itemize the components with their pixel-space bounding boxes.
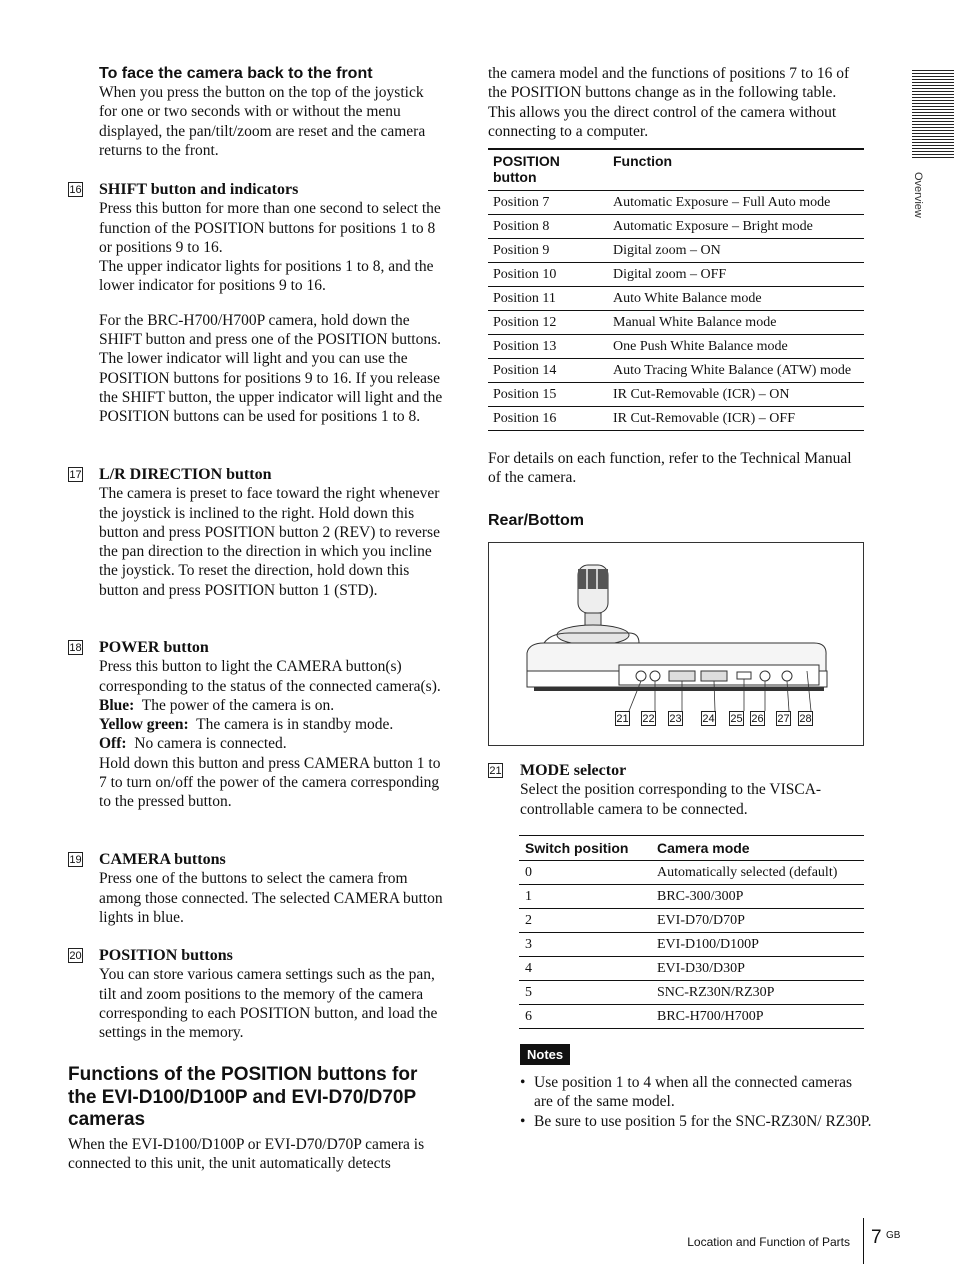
item-text: Press this button to light the CAMERA button(s) corresponding to the status of the connected camera(s).: [99, 658, 441, 695]
table-header-row: [519, 836, 864, 861]
function-cell: One Push White Balance mode: [608, 335, 864, 359]
side-tab-stripes: [912, 70, 954, 160]
item-number: 21: [489, 765, 502, 777]
switch-position-cell: 5: [519, 981, 651, 1005]
item-number: 20: [69, 950, 82, 962]
section-text: When the EVI-D100/D100P or EVI-D70/D70P camera is connected to this unit, the unit automatically detects: [68, 1136, 425, 1173]
item-text: You can store various camera settings such as the pan, tilt and zoom positions to the memory of the camera corresponding to each POSITION button, and load the settings in the memory.: [99, 966, 438, 1042]
function-cell: Digital zoom – ON: [608, 239, 864, 263]
camera-mode-cell: Automatically selected (default): [651, 861, 864, 885]
note-text: Use position 1 to 4 when all the connected cameras are of the same model.: [534, 1074, 853, 1111]
note-text: Be sure to use position 5 for the SNC-RZ30N/ RZ30P.: [534, 1112, 872, 1130]
item-number: 18: [69, 642, 82, 654]
switch-position-cell: 0: [519, 861, 651, 885]
item-title: CAMERA buttons: [99, 851, 226, 868]
off-text: No camera is connected.: [134, 735, 287, 753]
table-row: [519, 933, 864, 957]
item-number: 16: [69, 184, 82, 196]
note-item: [520, 1073, 874, 1112]
item-title: POWER button: [99, 639, 209, 656]
item-title: SHIFT button and indicators: [99, 181, 299, 198]
camera-mode-cell: BRC-300/300P: [651, 885, 864, 909]
blue-text: The power of the camera is on.: [141, 696, 335, 714]
function-cell: Automatic Exposure – Full Auto mode: [608, 191, 864, 215]
switch-position-cell: 4: [519, 957, 651, 981]
camera-mode-cell: EVI-D100/D100P: [651, 933, 864, 957]
table-header-row: [488, 149, 864, 191]
col-header-switch: Switch position: [519, 836, 651, 861]
table-row: [488, 359, 864, 383]
table-row: [488, 239, 864, 263]
position-cell: Position 11: [488, 287, 608, 311]
page-suffix: GB: [886, 1230, 901, 1241]
page-number: 7: [871, 1227, 882, 1248]
camera-mode-cell: EVI-D30/D30P: [651, 957, 864, 981]
camera-mode-cell: EVI-D70/D70P: [651, 909, 864, 933]
table-row: [519, 957, 864, 981]
off-label: Off:: [99, 735, 127, 753]
callout-number: 25: [730, 713, 743, 725]
item-17: [68, 465, 444, 600]
face-front-title: To face the camera back to the front: [99, 65, 373, 82]
table-row: [488, 215, 864, 239]
rear-heading: Rear/Bottom: [488, 512, 585, 529]
callout-number: 26: [751, 713, 764, 725]
side-tab-label: Overview: [912, 172, 924, 218]
position-table: [488, 148, 864, 431]
table-row: [519, 981, 864, 1005]
item-text: The camera is preset to face toward the right whenever the joystick is inclined to the right. Hold down this button and press POSITION button 2 (REV) to reverse the pan direction to the direction in which you incline the joystick. To reset the direction, hold down this button and press POSITION button 1 (STD).: [99, 485, 440, 599]
yellow-text: The camera is in standby mode.: [196, 716, 394, 734]
item-text: Press this button for more than one second to select the function of the POSITION buttons for positions 1 to 8 or positions 9 to 16.: [99, 200, 441, 256]
item-text: Select the position corresponding to the VISCA-controllable camera to be connected.: [520, 781, 822, 818]
position-cell: Position 13: [488, 335, 608, 359]
callout-number: 21: [616, 713, 629, 725]
item-title: MODE selector: [520, 762, 627, 779]
col-header-position: POSITION button: [488, 149, 608, 191]
table-row: [488, 263, 864, 287]
table-row: [519, 885, 864, 909]
intro-text: the camera model and the functions of positions 7 to 16 of the POSITION buttons change as in the following table. This allows you the direct control of the camera without connecting to a computer.: [488, 65, 850, 140]
table-row: [488, 287, 864, 311]
item-16: [68, 180, 444, 427]
table-row: [488, 191, 864, 215]
blue-label: Blue:: [99, 696, 135, 714]
table-row: [519, 909, 864, 933]
switch-position-cell: 2: [519, 909, 651, 933]
switch-table: [519, 835, 864, 1029]
table-row: [488, 311, 864, 335]
item-text: For the BRC-H700/H700P camera, hold down the SHIFT button and press one of the POSITION buttons. The lower indicator will light and you can use the POSITION buttons for positions 9 to 16. If you release the SHIFT button, the upper indicator will light and the POSITION buttons can be used for positions 1 to 8.: [99, 311, 443, 426]
rear-bottom-figure: [488, 542, 864, 746]
item-text: The upper indicator lights for positions 1 to 8, and the lower indicator for positions 9 to 16.: [99, 258, 434, 295]
item-number: 17: [69, 469, 82, 481]
item-18: [68, 638, 444, 812]
face-front-section: [99, 64, 444, 160]
notes-badge: Notes: [520, 1044, 570, 1065]
switch-position-cell: 6: [519, 1005, 651, 1029]
position-cell: Position 12: [488, 311, 608, 335]
callout-number: 24: [702, 713, 715, 725]
position-cell: Position 14: [488, 359, 608, 383]
item-title: POSITION buttons: [99, 947, 233, 964]
function-cell: Auto Tracing White Balance (ATW) mode: [608, 359, 864, 383]
table-row: [488, 335, 864, 359]
position-cell: Position 8: [488, 215, 608, 239]
function-cell: Manual White Balance mode: [608, 311, 864, 335]
camera-mode-cell: SNC-RZ30N/RZ30P: [651, 981, 864, 1005]
item-text: Press one of the buttons to select the camera from among those connected. The selected CAMERA button lights in blue.: [99, 870, 443, 926]
function-cell: Automatic Exposure – Bright mode: [608, 215, 864, 239]
bullet-icon: •: [520, 1074, 526, 1091]
position-cell: Position 7: [488, 191, 608, 215]
notes-list: [520, 1073, 874, 1131]
switch-position-cell: 1: [519, 885, 651, 909]
position-cell: Position 16: [488, 407, 608, 431]
yellow-label: Yellow green:: [99, 716, 189, 734]
item-20: [68, 946, 444, 1042]
section-heading: Functions of the POSITION buttons for the EVI-D100/D100P and EVI-D70/D70P cameras: [68, 1064, 418, 1130]
item-number: 19: [69, 854, 82, 866]
item-text: Hold down this button and press CAMERA button 1 to 7 to turn on/off the power of the camera corresponding to the pressed button.: [99, 754, 441, 811]
camera-mode-cell: BRC-H700/H700P: [651, 1005, 864, 1029]
table-row: [519, 1005, 864, 1029]
callout-number: 27: [777, 713, 790, 725]
details-text: For details on each function, refer to the Technical Manual of the camera.: [488, 450, 852, 487]
position-cell: Position 9: [488, 239, 608, 263]
table-row: [519, 861, 864, 885]
col-header-function: Function: [608, 149, 864, 191]
footer-section: Location and Function of Parts: [687, 1235, 850, 1249]
footer-rule: [863, 1218, 864, 1264]
function-cell: Digital zoom – OFF: [608, 263, 864, 287]
bullet-icon: •: [520, 1112, 526, 1130]
item-19: [68, 850, 444, 927]
function-cell: IR Cut-Removable (ICR) – ON: [608, 383, 864, 407]
table-row: [488, 407, 864, 431]
function-cell: IR Cut-Removable (ICR) – OFF: [608, 407, 864, 431]
callout-number: 22: [642, 713, 655, 725]
callout-number: 28: [799, 713, 812, 725]
position-cell: Position 10: [488, 263, 608, 287]
switch-position-cell: 3: [519, 933, 651, 957]
face-front-text: When you press the button on the top of the joystick for one or two seconds with or without the menu displayed, the pan/tilt/zoom are reset and the camera returns to the front.: [99, 84, 426, 159]
function-cell: Auto White Balance mode: [608, 287, 864, 311]
position-cell: Position 15: [488, 383, 608, 407]
table-row: [488, 383, 864, 407]
item-21: [488, 761, 864, 819]
col-header-mode: Camera mode: [651, 836, 864, 861]
item-title: L/R DIRECTION button: [99, 466, 272, 483]
callout-number: 23: [669, 713, 682, 725]
note-item: [520, 1112, 874, 1131]
